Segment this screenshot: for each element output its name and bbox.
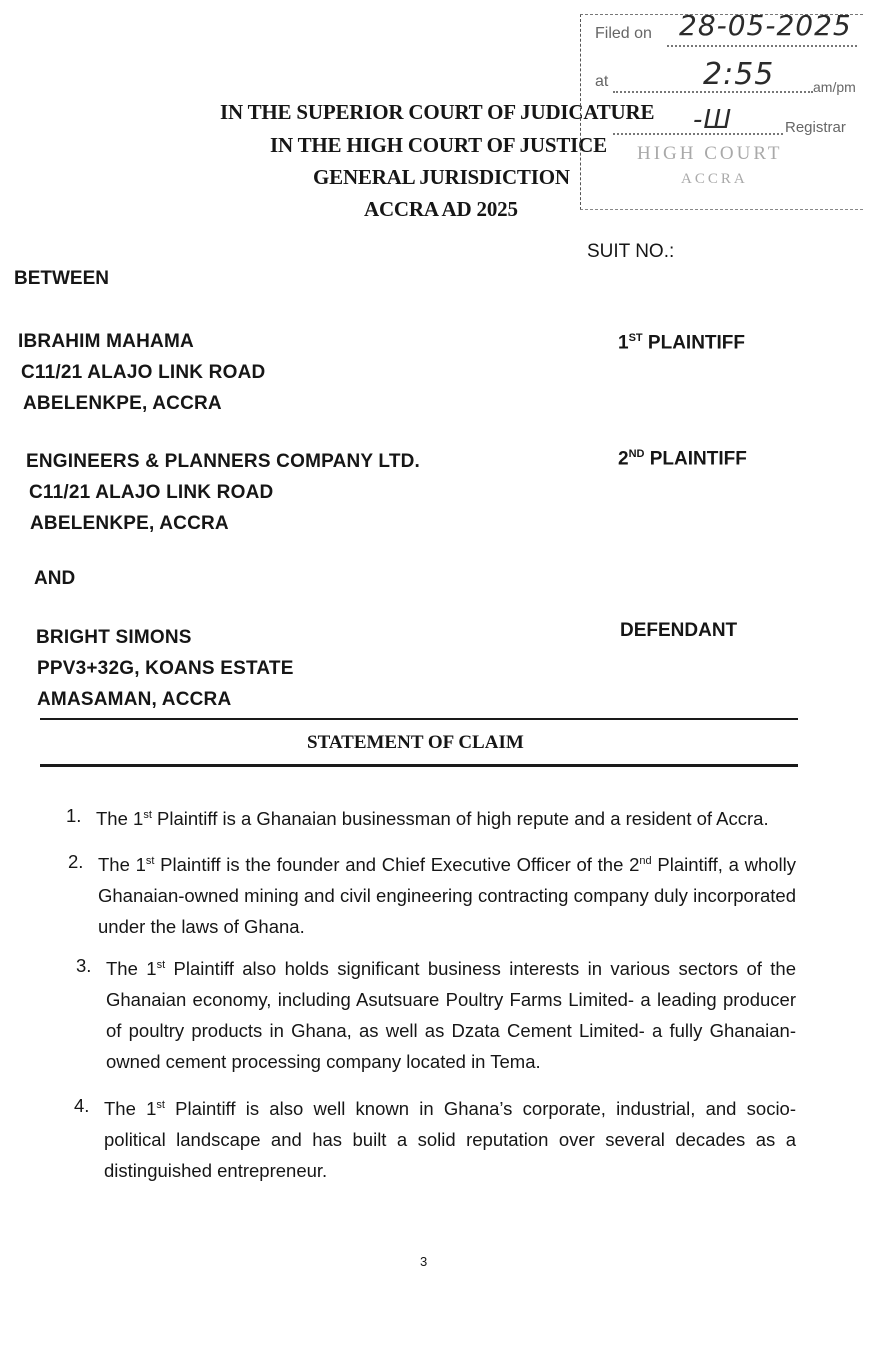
and-label: AND bbox=[34, 568, 76, 589]
stamp-signature: -Ш bbox=[693, 105, 733, 135]
claim-paragraph-3: 3. The 1st Plaintiff also holds significant business interests in various sectors of the Ghanaian economy, including Asutsuare Poultry Farms Limited- a leading producer of poultry products in Ghana, as well as Dzata Cement Limited- a fully Ghanaian-owned cement processing company located in Tema. bbox=[106, 950, 796, 1077]
court-title-line-1: IN THE SUPERIOR COURT OF JUDICATURE bbox=[220, 100, 655, 124]
stamp-registrar-label: Registrar bbox=[785, 119, 846, 136]
defendant-address-line-2: AMASAMAN, ACCRA bbox=[37, 689, 232, 710]
paragraph-number: 2. bbox=[68, 851, 84, 872]
court-title-line-2: IN THE HIGH COURT OF JUSTICE bbox=[270, 133, 607, 157]
paragraph-number: 1. bbox=[66, 805, 82, 826]
suit-number-label: SUIT NO.: bbox=[587, 241, 675, 262]
filing-stamp bbox=[580, 9, 863, 210]
claim-paragraph-1: 1. The 1st Plaintiff is a Ghanaian businessman of high repute and a resident of Accra. bbox=[96, 800, 796, 834]
paragraph-number: 4. bbox=[74, 1095, 90, 1116]
stamp-court-name: HIGH COURT bbox=[637, 143, 783, 164]
plaintiff-1-name: IBRAHIM MAHAMA bbox=[18, 331, 194, 352]
stamp-filed-label: Filed on bbox=[595, 25, 652, 42]
stamp-court-city: ACCRA bbox=[681, 171, 748, 187]
plaintiff-2-name: ENGINEERS & PLANNERS COMPANY LTD. bbox=[26, 451, 421, 472]
stamp-ampm-label: am/pm bbox=[813, 79, 856, 95]
top-divider bbox=[40, 718, 798, 720]
claim-paragraph-4: 4. The 1st Plaintiff is also well known in Ghana’s corporate, industrial, and socio-political landscape and has built a solid reputation over several decades as a distinguished entrepreneur. bbox=[104, 1090, 796, 1186]
between-label: BETWEEN bbox=[14, 268, 109, 289]
plaintiff-2-address-line-2: ABELENKPE, ACCRA bbox=[30, 513, 229, 534]
defendant-name: BRIGHT SIMONS bbox=[36, 627, 192, 648]
page-number: 3 bbox=[420, 1254, 428, 1269]
court-title-line-3: GENERAL JURISDICTION bbox=[313, 165, 570, 189]
defendant-address-line-1: PPV3+32G, KOANS ESTATE bbox=[37, 658, 294, 679]
stamp-at-label: at bbox=[595, 73, 609, 90]
stamp-filed-date: 28-05-2025 bbox=[679, 9, 852, 42]
claim-paragraph-2: 2. The 1st Plaintiff is the founder and Chief Executive Officer of the 2nd Plaintiff, a wholly Ghanaian-owned mining and civil engineering contracting company duly incorporated under the laws of Ghana. bbox=[98, 846, 796, 942]
paragraph-number: 3. bbox=[76, 955, 92, 976]
stamp-time: 2:55 bbox=[703, 57, 775, 92]
section-title: STATEMENT OF CLAIM bbox=[307, 732, 524, 753]
plaintiff-2-block bbox=[26, 446, 420, 539]
plaintiff-2-role: 2ND PLAINTIFF bbox=[618, 448, 747, 470]
plaintiff-1-address-line-1: C11/21 ALAJO LINK ROAD bbox=[21, 362, 266, 383]
court-title-line-4: ACCRA AD 2025 bbox=[364, 197, 518, 221]
plaintiff-2-address-line-1: C11/21 ALAJO LINK ROAD bbox=[29, 482, 274, 503]
plaintiff-1-address-line-2: ABELENKPE, ACCRA bbox=[23, 393, 222, 414]
defendant-role: DEFENDANT bbox=[620, 620, 738, 641]
plaintiff-1-block bbox=[18, 326, 265, 419]
stamp-filed-line bbox=[667, 45, 857, 47]
bottom-divider bbox=[40, 764, 798, 767]
plaintiff-1-role: 1ST PLAINTIFF bbox=[618, 332, 746, 354]
defendant-block bbox=[36, 622, 294, 715]
